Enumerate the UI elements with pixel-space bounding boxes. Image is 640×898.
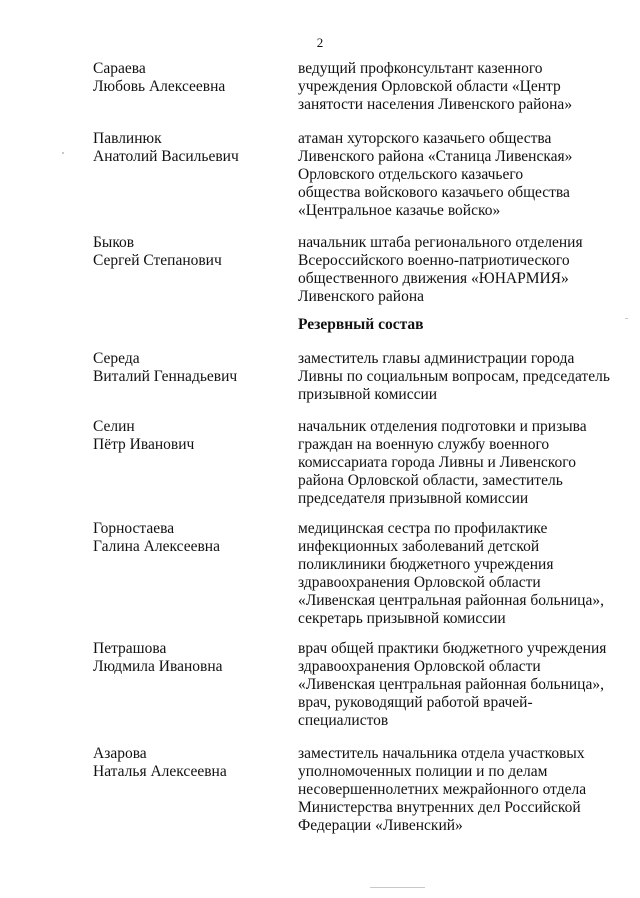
member-role: [298, 520, 618, 628]
scan-artifact: [625, 318, 628, 319]
scan-artifact: [62, 152, 64, 154]
role-line: инфекционных заболеваний детской: [298, 538, 540, 555]
surname: Середа: [93, 350, 140, 367]
role-line: общественного движения «ЮНАРМИЯ»: [298, 270, 569, 287]
role-line: заместитель главы администрации города: [298, 350, 575, 367]
role-line: общества войскового казачьего общества: [298, 184, 570, 201]
surname: Сараева: [93, 60, 146, 77]
role-line: уполномоченных полиции и по делам: [298, 763, 548, 780]
member-name: [93, 520, 283, 556]
given-names: Сергей Степанович: [93, 252, 222, 269]
role-line: Орловского отдельского казачьего: [298, 166, 524, 183]
member-name: [93, 234, 283, 270]
role-line: атаман хуторского казачьего общества: [298, 130, 552, 147]
surname: Быков: [93, 234, 135, 251]
role-line: здравоохранения Орловской области: [298, 574, 541, 591]
given-names: Анатолий Васильевич: [93, 148, 239, 165]
role-line: Всероссийского военно-патриотического: [298, 252, 570, 269]
role-line: начальник штаба регионального отделения: [298, 234, 583, 251]
role-line: учреждения Орловской области «Центр: [298, 78, 561, 95]
role-line: здравоохранения Орловской области: [298, 658, 541, 675]
member-role: [298, 745, 618, 835]
role-line: призывной комиссии: [298, 386, 438, 403]
role-line: председателя призывной комиссии: [298, 490, 529, 507]
role-line: Ливны по социальным вопросам, председатель: [298, 368, 610, 385]
role-line: Федерации «Ливенский»: [298, 817, 463, 834]
given-names: Виталий Геннадьевич: [93, 368, 238, 385]
member-role: [298, 418, 618, 508]
role-line: начальник отделения подготовки и призыва: [298, 418, 587, 435]
role-line: поликлиники бюджетного учреждения: [298, 556, 554, 573]
given-names: Людмила Ивановна: [93, 658, 223, 675]
role-line: комиссариата города Ливны и Ливенского: [298, 454, 576, 471]
role-line: Министерства внутренних дел Российской: [298, 799, 581, 816]
given-names: Пётр Иванович: [93, 436, 195, 453]
member-name: [93, 130, 283, 166]
role-line: врач, руководящий работой врачей-: [298, 694, 533, 711]
surname: Селин: [93, 418, 135, 435]
member-role: [298, 60, 618, 114]
role-line: секретарь призывной комиссии: [298, 610, 506, 627]
role-line: района Орловской области, заместитель: [298, 472, 563, 489]
surname: Павлинюк: [93, 130, 162, 147]
scan-artifact: [370, 887, 425, 888]
role-line: «Ливенская центральная районная больница»,: [298, 592, 604, 609]
role-line: занятости населения Ливенского района»: [298, 96, 573, 113]
given-names: Любовь Алексеевна: [93, 78, 226, 95]
member-name: [93, 418, 283, 454]
given-names: Галина Алексеевна: [93, 538, 220, 555]
member-name: [93, 640, 283, 676]
page-number: 2: [316, 35, 324, 50]
member-role: [298, 350, 618, 404]
member-name: [93, 745, 283, 781]
member-role: [298, 130, 618, 220]
role-line: заместитель начальника отдела участковых: [298, 745, 585, 762]
role-line: граждан на военную службу военного: [298, 436, 550, 453]
surname: Азарова: [93, 745, 147, 762]
surname: Петрашова: [93, 640, 167, 657]
member-role: [298, 234, 618, 306]
role-line: медицинская сестра по профилактике: [298, 520, 548, 537]
surname: Горностаева: [93, 520, 175, 537]
role-line: «Центральное казачье войско»: [298, 202, 501, 219]
given-names: Наталья Алексеевна: [93, 763, 227, 780]
role-line: Ливенского района: [298, 288, 425, 305]
role-line: специалистов: [298, 712, 389, 729]
role-line: несовершеннолетних межрайонного отдела: [298, 781, 587, 798]
member-name: [93, 350, 283, 386]
role-line: врач общей практики бюджетного учреждения: [298, 640, 607, 657]
role-line: ведущий профконсультант казенного: [298, 60, 543, 77]
reserve-section-heading: Резервный состав: [298, 316, 424, 333]
role-line: Ливенского района «Станица Ливенская»: [298, 148, 573, 165]
role-line: «Ливенская центральная районная больница»,: [298, 676, 604, 693]
member-role: [298, 640, 618, 730]
member-name: [93, 60, 283, 96]
